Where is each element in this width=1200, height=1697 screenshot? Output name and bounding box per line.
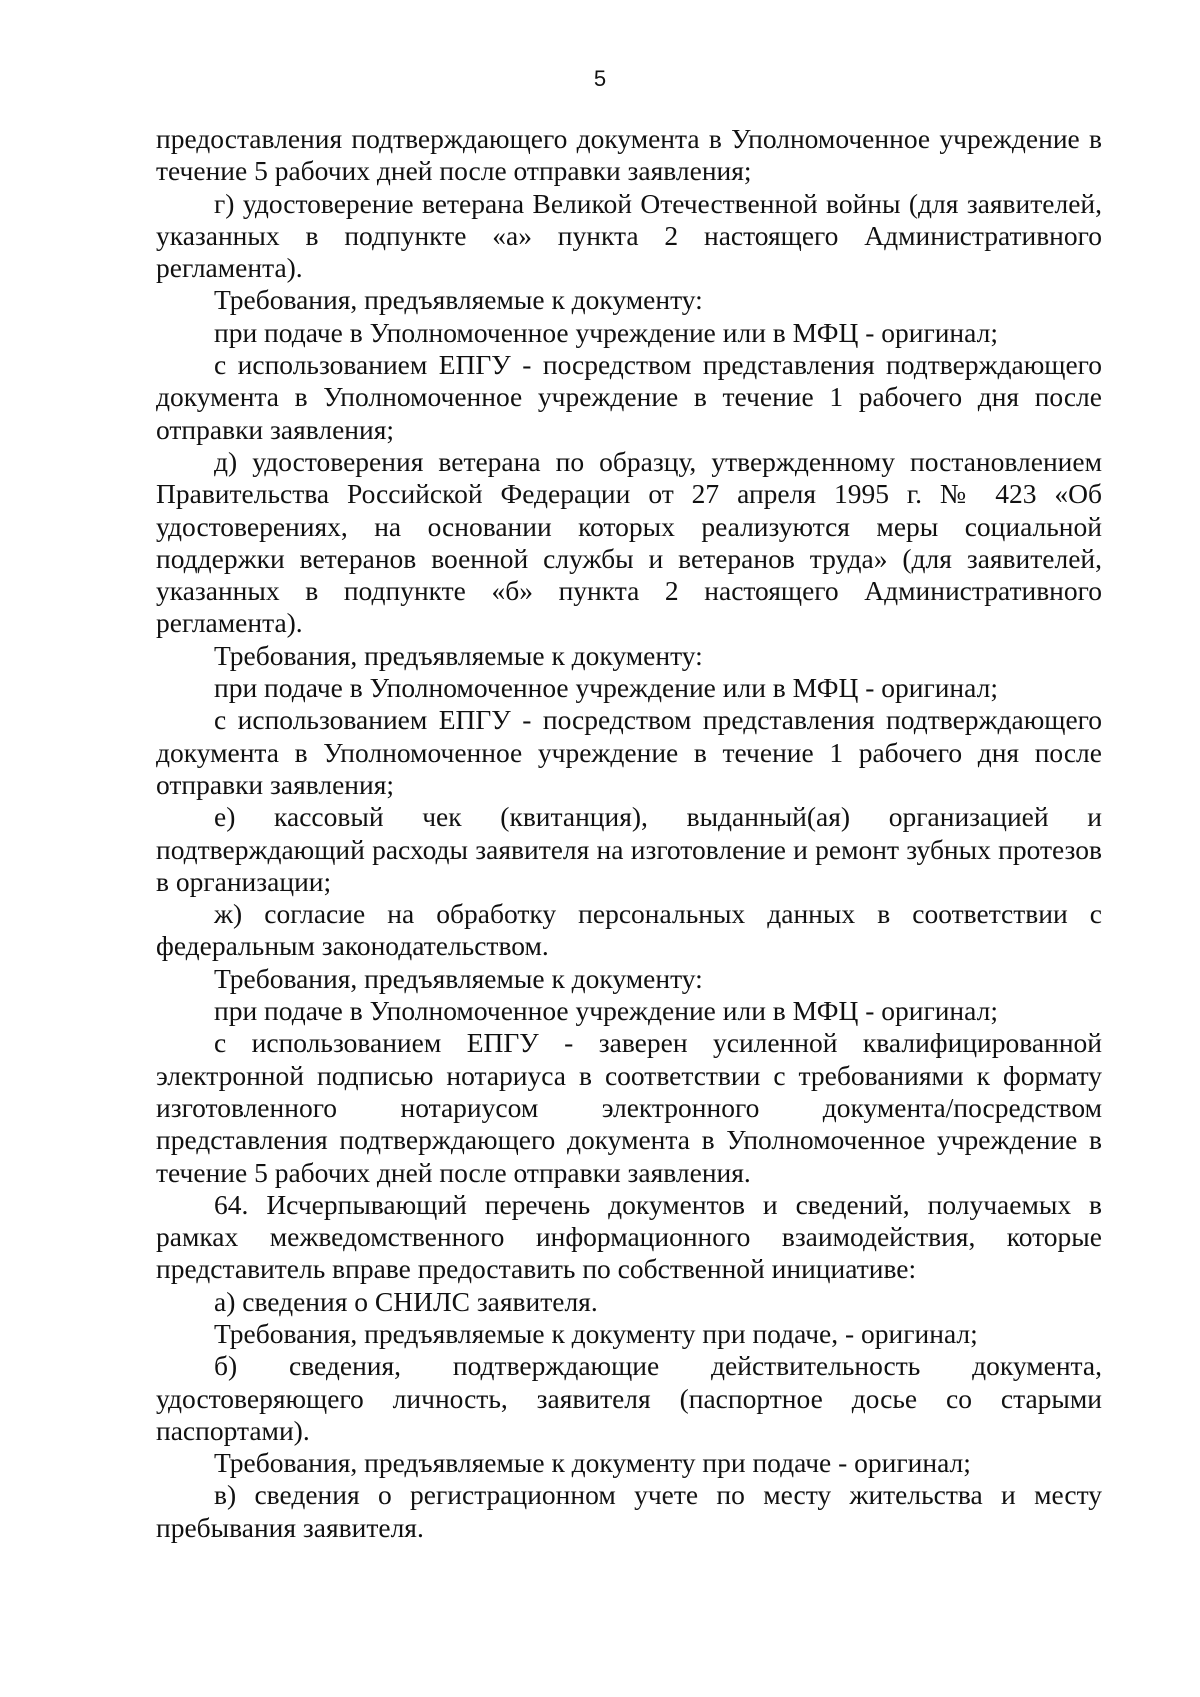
paragraph: Требования, предъявляемые к документу: <box>214 284 703 316</box>
paragraph: 64. Исчерпывающий перечень документов и сведений, получаемых в рамках межведомственного информационного взаимодействия, которые представитель вправе предоставить по собственной инициативе: <box>156 1188 1102 1285</box>
paragraph: при подаче в Уполномоченное учреждение или в МФЦ - оригинал; <box>214 316 998 348</box>
paragraph: Требования, предъявляемые к документу: <box>214 962 703 994</box>
paragraph: с использованием ЕПГУ - посредством представления подтверждающего документа в Уполномоченное учреждение в течение 1 рабочего дня после отправки заявления; <box>156 349 1102 445</box>
paragraph: с использованием ЕПГУ - заверен усиленной квалифицированной электронной подписью нотариуса в соответствии с требованиями к формату изготовленного нотариусом электронного документа/посредством представления подтверждающего документа в Уполномоченное учреждение в течение 5 рабочих дней после отправки заявления. <box>156 1027 1102 1188</box>
paragraph: с использованием ЕПГУ - посредством представления подтверждающего документа в Уполномоченное учреждение в течение 1 рабочего дня после отправки заявления; <box>156 704 1102 800</box>
paragraph: Требования, предъявляемые к документу: <box>214 639 703 671</box>
paragraph: предоставления подтверждающего документа в Уполномоченное учреждение в течение 5 рабочих дней после отправки заявления; <box>156 123 1102 187</box>
document-body <box>156 123 1102 1544</box>
paragraph: а) сведения о СНИЛС заявителя. <box>214 1285 598 1317</box>
paragraph: при подаче в Уполномоченное учреждение или в МФЦ - оригинал; <box>214 672 998 704</box>
paragraph: при подаче в Уполномоченное учреждение или в МФЦ - оригинал; <box>214 995 998 1027</box>
paragraph: в) сведения о регистрационном учете по месту жительства и месту пребывания заявителя. <box>156 1479 1102 1543</box>
paragraph: ж) согласие на обработку персональных данных в соответствии с федеральным законодательством. <box>156 898 1102 962</box>
paragraph: Требования, предъявляемые к документу при подаче - оригинал; <box>214 1447 971 1479</box>
page-number: 5 <box>593 66 607 91</box>
paragraph: д) удостоверения ветерана по образцу, утвержденному постановлением Правительства Российской Федерации от 27 апреля 1995 г. № 423 «Об удостоверениях, на основании которых реализуются меры социальной поддержки ветеранов военной службы и ветеранов труда» (для заявителей, указанных в подпункте «б» пункта 2 настоящего Административного регламента). <box>156 445 1102 639</box>
paragraph: б) сведения, подтверждающие действительность документа, удостоверяющего личность, заявителя (паспортное досье со старыми паспортами). <box>156 1350 1102 1446</box>
paragraph: е) кассовый чек (квитанция), выданный(ая) организацией и подтверждающий расходы заявителя на изготовление и ремонт зубных протезов в организации; <box>156 801 1102 897</box>
paragraph: г) удостоверение ветерана Великой Отечественной войны (для заявителей, указанных в подпункте «а» пункта 2 настоящего Административного регламента). <box>156 187 1102 284</box>
paragraph: Требования, предъявляемые к документу при подаче, - оригинал; <box>214 1317 978 1349</box>
